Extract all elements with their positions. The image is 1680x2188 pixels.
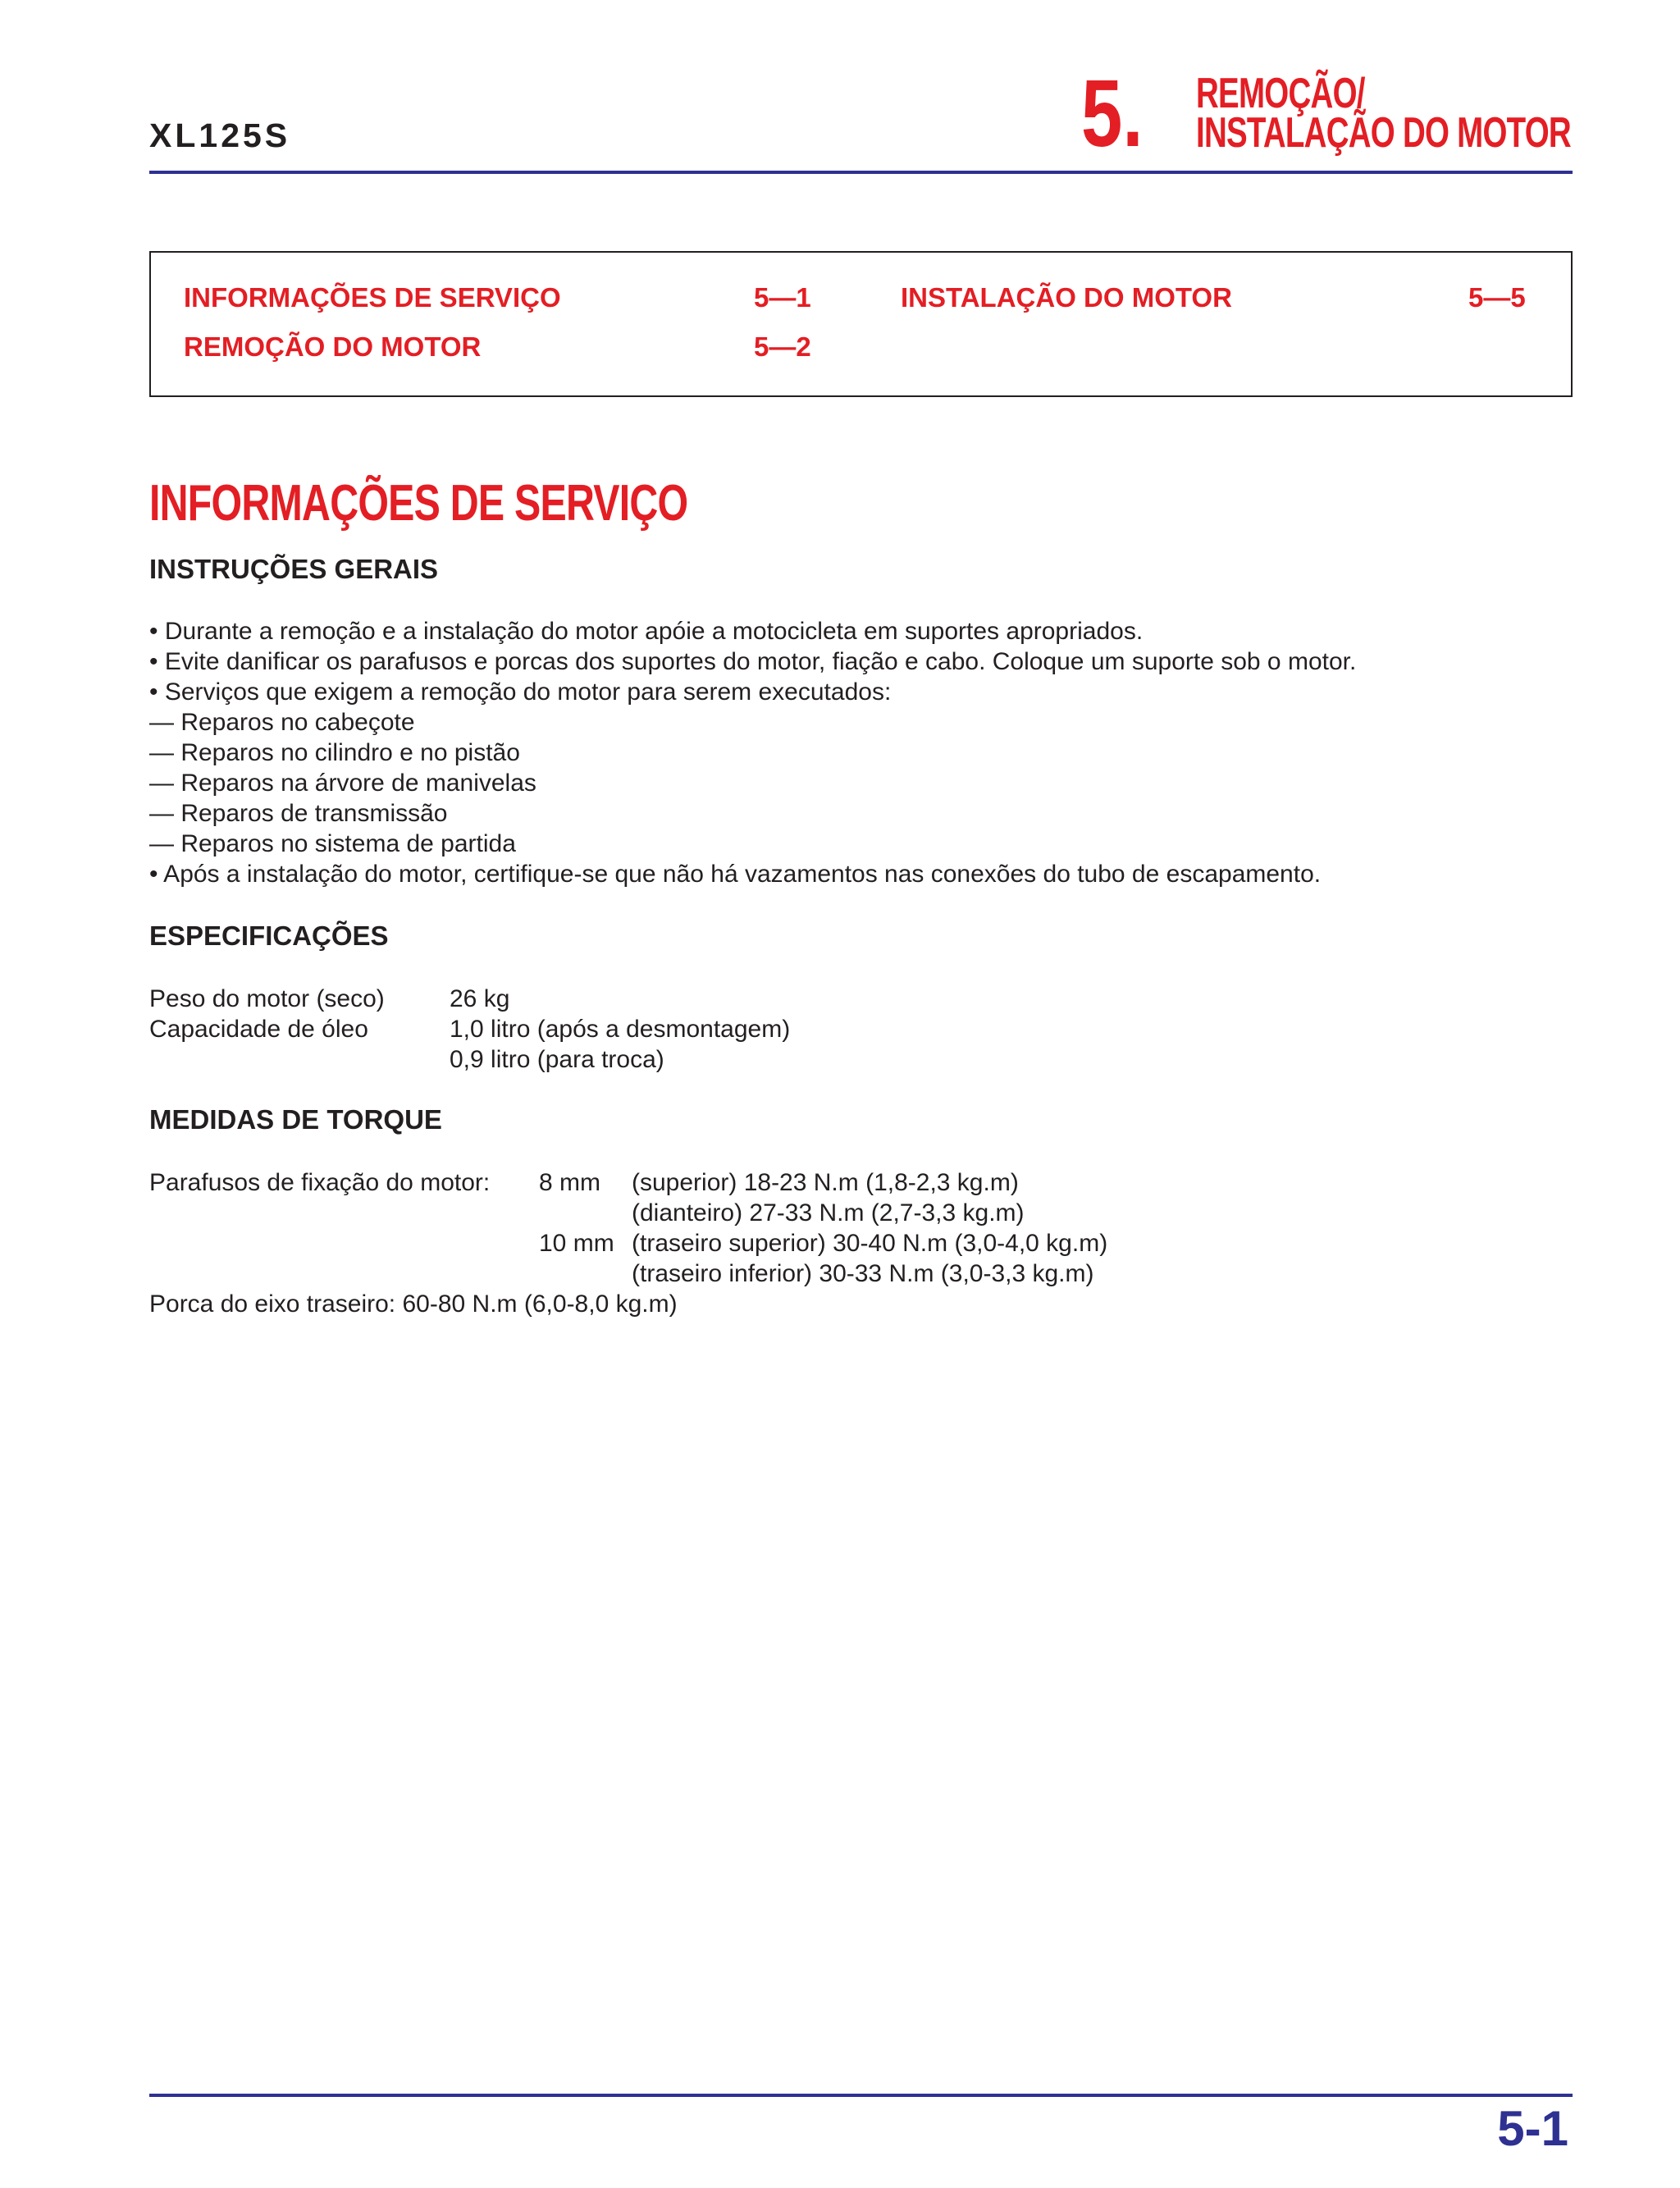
spec-label: Capacidade de óleo: [149, 1016, 368, 1043]
footer-rule: [149, 2094, 1573, 2097]
list-item: • Após a instalação do motor, certifique-se que não há vazamentos nas conexões do tubo de escapamento.: [149, 861, 1322, 888]
list-item: — Reparos de transmissão: [149, 800, 448, 827]
toc-item-page[interactable]: 5—5: [1468, 282, 1526, 313]
axle-torque: Porca do eixo traseiro: 60-80 N.m (6,0-8,0 kg.m): [149, 1290, 678, 1318]
page-number: 5-1: [1497, 2101, 1568, 2156]
list-item: • Serviços que exigem a remoção do motor para serem executados:: [149, 678, 892, 706]
list-item: • Evite danificar os parafusos e porcas dos suportes do motor, fiação e cabo. Coloque um suporte sob o motor.: [149, 648, 1357, 675]
torque-size: [539, 1198, 614, 1228]
spec-label: Peso do motor (seco): [149, 985, 385, 1012]
spec-value: 0,9 litro (para troca): [450, 1046, 664, 1073]
general-heading: INSTRUÇÕES GERAIS: [149, 554, 439, 584]
list-item: — Reparos no sistema de partida: [149, 830, 516, 857]
spec-value: 26 kg: [450, 985, 510, 1012]
toc-item-page[interactable]: 5—1: [754, 282, 811, 313]
torque-heading: MEDIDAS DE TORQUE: [149, 1104, 442, 1135]
section-title: INFORMAÇÕES DE SERVIÇO: [149, 475, 688, 532]
toc-item-page[interactable]: 5—2: [754, 331, 811, 362]
general-list: [149, 616, 1356, 889]
chapter-title-line2: INSTALAÇÃO DO MOTOR: [1196, 109, 1571, 157]
torque-value: (traseiro superior) 30-40 N.m (3,0-4,0 kg.m): [632, 1230, 1108, 1257]
header-rule: [149, 171, 1573, 174]
model-name: XL125S: [149, 116, 291, 154]
toc-item-label[interactable]: INFORMAÇÕES DE SERVIÇO: [184, 282, 561, 313]
torque-size: [539, 1258, 614, 1289]
specs-values: [450, 984, 790, 1075]
list-item: • Durante a remoção e a instalação do motor apóie a motocicleta em suportes apropriados.: [149, 618, 1144, 645]
toc-item-label[interactable]: INSTALAÇÃO DO MOTOR: [901, 282, 1232, 313]
chapter-title-line1: REMOÇÃO/: [1196, 70, 1365, 117]
toc-box: [149, 251, 1573, 397]
torque-size: 8 mm: [539, 1169, 600, 1196]
torque-value: (dianteiro) 27-33 N.m (2,7-3,3 kg.m): [632, 1199, 1025, 1226]
torque-value: (traseiro inferior) 30-33 N.m (3,0-3,3 kg.m): [632, 1260, 1094, 1287]
list-item: — Reparos no cilindro e no pistão: [149, 739, 520, 766]
toc-item-label[interactable]: REMOÇÃO DO MOTOR: [184, 331, 482, 362]
specs-heading: ESPECIFICAÇÕES: [149, 920, 389, 951]
list-item: — Reparos na árvore de manivelas: [149, 770, 536, 797]
torque-sizes: [539, 1167, 614, 1289]
torque-value: (superior) 18-23 N.m (1,8-2,3 kg.m): [632, 1169, 1019, 1196]
chapter-number: 5.: [1081, 60, 1144, 167]
torque-size: 10 mm: [539, 1230, 614, 1257]
chapter-title: [1196, 70, 1571, 157]
spec-value: 1,0 litro (após a desmontagem): [450, 1016, 791, 1043]
torque-values: [632, 1167, 1107, 1289]
spec-label: [149, 1044, 385, 1075]
torque-label: Parafusos de fixação do motor:: [149, 1169, 491, 1196]
specs-labels: [149, 984, 385, 1075]
list-item: — Reparos no cabeçote: [149, 709, 415, 736]
